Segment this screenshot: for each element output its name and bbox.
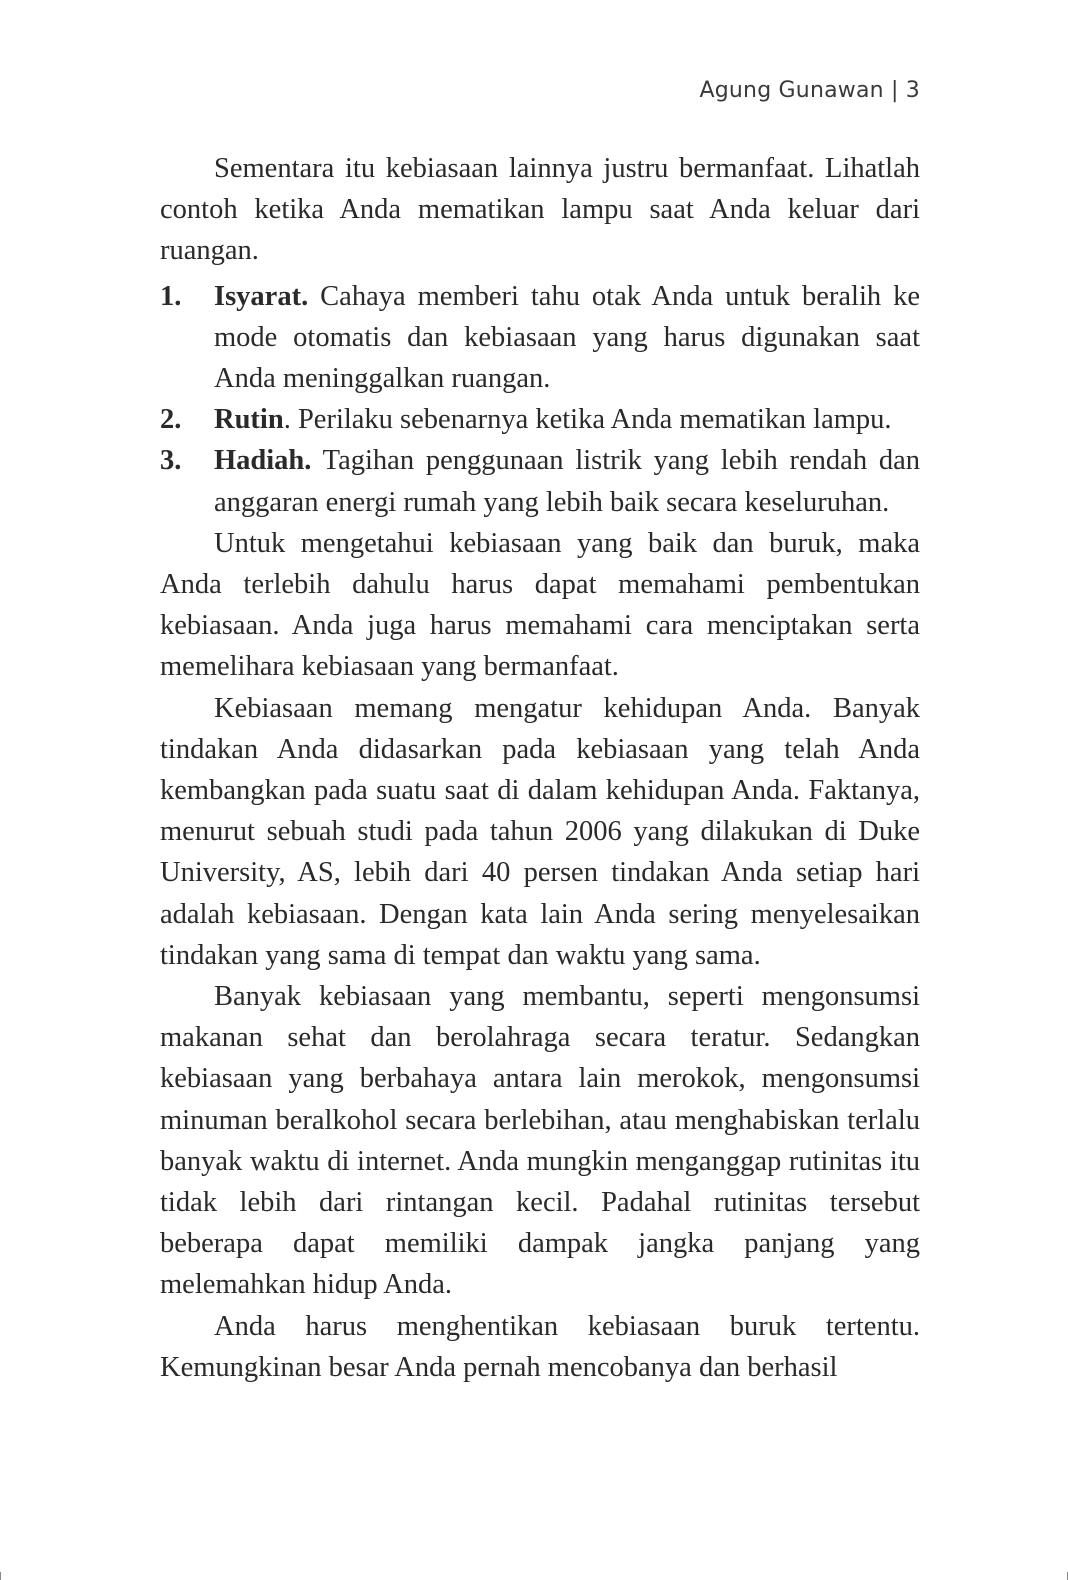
list-item-term: Hadiah. [214,445,312,477]
body-text [160,148,920,1388]
habit-loop-list [160,276,920,523]
paragraph-habits-rule: Kebiasaan memang mengatur kehidupan Anda. Banyak tindakan Anda didasarkan pada kebiasaan yang telah Anda kembangkan pada suatu saat di dalam kehidupan Anda. Faktanya, menurut sebuah studi pada tahun 2006 yang dilakukan di Duke University, AS, lebih dari 40 persen tindakan Anda setiap hari adalah kebiasaan. Dengan kata lain Anda sering menyelesaikan tindakan yang sama di tempat dan waktu yang sama. [160,692,920,971]
running-head: Agung Gunawan | 3 [699,78,920,103]
list-item-term: Rutin [214,404,284,436]
paragraph-stop-bad-habits: Anda harus menghentikan kebiasaan buruk tertentu. Kemungkinan besar Anda pernah mencobanya dan berhasil [160,1310,920,1383]
list-item-number: 3. [160,445,182,477]
list-item-number: 1. [160,280,182,312]
paragraph-understanding: Untuk mengetahui kebiasaan yang baik dan buruk, maka Anda terlebih dahulu harus dapat memahami pembentukan kebiasaan. Anda juga harus memahami cara menciptakan serta memelihara kebiasaan yang bermanfaat. [160,527,920,683]
list-item-term: Isyarat. [214,280,309,312]
list-item-text: Tagihan penggunaan listrik yang lebih rendah dan anggaran energi rumah yang lebih baik secara keseluruhan. [214,445,920,518]
list-item [160,276,920,400]
crop-mark-bottom-right [1059,1572,1068,1580]
crop-mark-bottom-left [0,1572,9,1580]
list-item-number: 2. [160,404,182,436]
paragraph-intro: Sementara itu kebiasaan lainnya justru bermanfaat. Lihatlah contoh ketika Anda mematikan lampu saat Anda keluar dari ruangan. [160,153,920,267]
list-item [160,399,920,440]
list-item-text: Cahaya memberi tahu otak Anda untuk beralih ke mode otomatis dan kebiasaan yang harus digunakan saat Anda meninggalkan ruangan. [214,280,920,395]
paragraph-helpful-harmful: Banyak kebiasaan yang membantu, seperti mengonsumsi makanan sehat dan berolahraga secara teratur. Sedangkan kebiasaan yang berbahaya antara lain merokok, mengonsumsi minuman beralkohol secara berlebihan, atau menghabiskan terlalu banyak waktu di internet. Anda mungkin menganggap rutinitas itu tidak lebih dari rintangan kecil. Padahal rutinitas tersebut beberapa dapat memiliki dampak jangka panjang yang melemahkan hidup Anda. [160,981,920,1301]
list-item-text: . Perilaku sebenarnya ketika Anda mematikan lampu. [283,404,892,436]
list-item [160,440,920,522]
